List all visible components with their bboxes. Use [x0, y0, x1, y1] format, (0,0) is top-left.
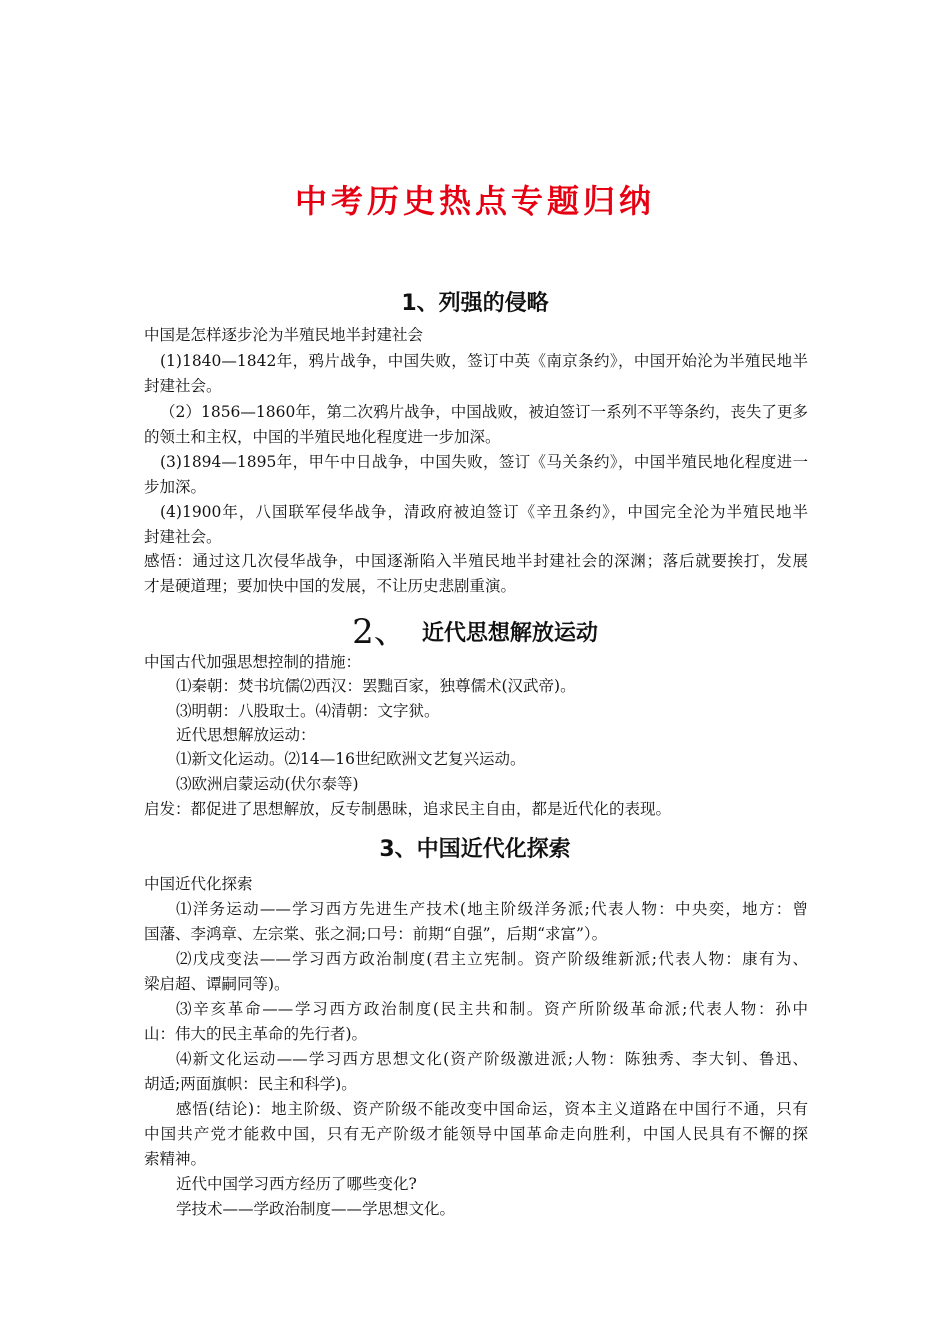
- s3-line: 山：伟大的民主革命的先行者)。: [144, 1025, 368, 1043]
- s3-line: 近代中国学习西方经历了哪些变化?: [176, 1175, 417, 1193]
- s1-line: 封建社会。: [144, 528, 222, 546]
- s2-line: ⑶欧洲启蒙运动(伏尔泰等): [176, 775, 359, 793]
- s1-line: (3)1894—1895年，甲午中日战争，中国失败，签订《马关条约》，中国半殖民地化程度进一: [160, 453, 808, 471]
- section-3-number: 3、: [379, 837, 417, 862]
- s2-line: 启发：都促进了思想解放，反专制愚昧，追求民主自由，都是近代化的表现。: [144, 800, 672, 818]
- section-1-number: 1、: [401, 291, 439, 316]
- s3-line: 感悟(结论)：地主阶级、资产阶级不能改变中国命运，资本主义道路在中国行不通，只有: [176, 1100, 808, 1118]
- s3-line: 胡适;两面旗帜：民主和科学)。: [144, 1075, 357, 1093]
- s1-line: (1)1840—1842年，鸦片战争，中国失败，签订中英《南京条约》，中国开始沦为半殖民地半: [160, 352, 808, 370]
- section-3-heading: [0, 832, 950, 863]
- s3-line: 国藩、李鸿章、左宗棠、张之洞;口号：前期“自强”，后期“求富”）。: [144, 925, 608, 943]
- page-title: 中考历史热点专题归纳: [294, 182, 655, 220]
- section-1-heading: [0, 286, 950, 317]
- section-2-number: 2、: [352, 612, 408, 652]
- s3-line: ⑵戊戌变法——学习西方政治制度(君主立宪制。资产阶级维新派;代表人物：康有为、: [176, 950, 808, 968]
- s2-line: ⑶明朝：八股取士。⑷清朝：文字狱。: [176, 702, 440, 720]
- section-2-heading: [0, 604, 950, 653]
- section-3-title: 中国近代化探索: [416, 837, 571, 862]
- s3-line: 中国近代化探索: [144, 875, 253, 893]
- s2-line: ⑴新文化运动。⑵14—16世纪欧洲文艺复兴运动。: [176, 750, 526, 768]
- s2-line: ⑴秦朝：焚书坑儒⑵西汉：罢黜百家，独尊儒术(汉武帝)。: [176, 677, 576, 695]
- s3-line: 中国共产党才能救中国，只有无产阶级才能领导中国革命走向胜利，中国人民具有不懈的探: [144, 1125, 808, 1143]
- s1-line: （2）1856—1860年，第二次鸦片战争，中国战败，被迫签订一系列不平等条约，丧失了更多: [160, 403, 808, 421]
- s3-line: 梁启超、谭嗣同等)。: [144, 975, 290, 993]
- s2-line: 中国古代加强思想控制的措施：: [144, 653, 362, 671]
- s3-line: 学技术——学政治制度——学思想文化。: [176, 1200, 456, 1218]
- section-1-title: 列强的侵略: [438, 291, 549, 316]
- s1-line: 才是硬道理；要加快中国的发展，不让历史悲剧重演。: [144, 577, 517, 595]
- section-2-title: 近代思想解放运动: [421, 621, 598, 646]
- s1-line: 步加深。: [144, 478, 207, 496]
- s1-line: 中国是怎样逐步沦为半殖民地半封建社会: [144, 326, 424, 344]
- s1-line: 感悟：通过这几次侵华战争，中国逐渐陷入半殖民地半封建社会的深渊；落后就要挨打，发展: [144, 552, 808, 570]
- s3-line: ⑴洋务运动——学习西方先进生产技术(地主阶级洋务派;代表人物：中央奕，地方：曾: [176, 900, 808, 918]
- s3-line: 索精神。: [144, 1150, 207, 1168]
- s1-line: 封建社会。: [144, 377, 222, 395]
- s3-line: ⑷新文化运动——学习西方思想文化(资产阶级激进派;人物：陈独秀、李大钊、鲁迅、: [176, 1050, 808, 1068]
- s2-line: 近代思想解放运动：: [176, 726, 316, 744]
- s1-line: 的领土和主权，中国的半殖民地化程度进一步加深。: [144, 428, 501, 446]
- s1-line: (4)1900年，八国联军侵华战争，清政府被迫签订《辛丑条约》，中国完全沦为半殖民地半: [160, 503, 808, 521]
- s3-line: ⑶辛亥革命——学习西方政治制度(民主共和制。资产所阶级革命派;代表人物：孙中: [176, 1000, 808, 1018]
